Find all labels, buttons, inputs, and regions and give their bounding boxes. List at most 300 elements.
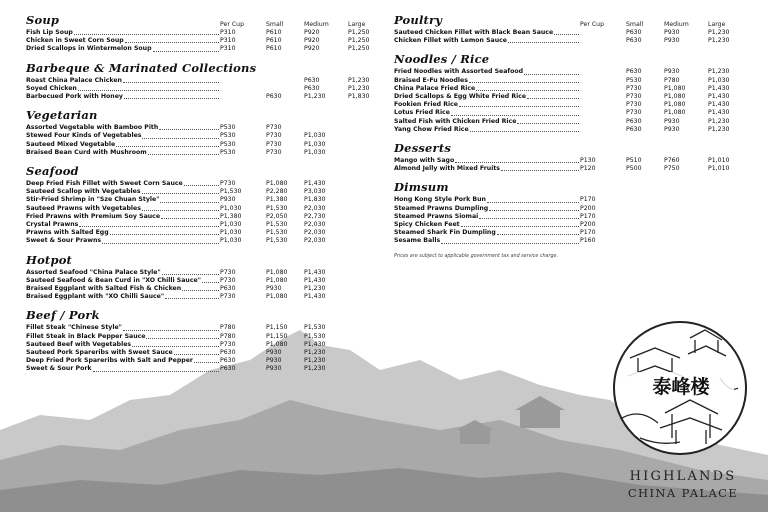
menu-item-price: P630 xyxy=(220,285,236,293)
leader-dots xyxy=(142,193,219,194)
section-header xyxy=(26,109,378,124)
menu-item-price: P170 xyxy=(580,229,596,237)
menu-item-name: Dried Scallops in Wintermelon Soup xyxy=(26,45,152,53)
menu-item-name: Sauteed Beef with Vegetables xyxy=(26,340,132,348)
menu-item-price: P1,230 xyxy=(708,37,730,45)
menu-item-price: P1,030 xyxy=(220,237,242,245)
menu-item-price: P730 xyxy=(626,93,642,101)
leader-dots xyxy=(202,282,219,283)
menu-section xyxy=(26,14,378,54)
menu-item-name-wrap xyxy=(26,180,220,188)
menu-item-price: P610 xyxy=(266,29,282,36)
section-header xyxy=(26,62,378,77)
menu-item xyxy=(26,341,378,349)
menu-item-name-wrap xyxy=(26,77,220,85)
menu-item xyxy=(26,277,378,285)
menu-item-price: P1,080 xyxy=(266,276,288,284)
menu-item xyxy=(394,205,738,213)
menu-item xyxy=(26,77,378,85)
leader-dots xyxy=(116,146,219,147)
menu-item-name: Fillet Steak in Black Pepper Sauce xyxy=(26,332,146,340)
section-title: Barbeque & Marinated Collections xyxy=(26,60,257,75)
menu-item xyxy=(26,196,378,204)
menu-item-name-wrap xyxy=(26,213,220,221)
menu-item-price: P1,230 xyxy=(348,76,370,84)
menu-item xyxy=(394,157,738,165)
menu-item-price: P780 xyxy=(664,76,680,84)
menu-item-price: P730 xyxy=(626,109,642,117)
menu-item-name: Sauteed Pork Spareribs with Sweet Sauce xyxy=(26,349,173,357)
leader-dots xyxy=(153,51,220,52)
menu-item-name-wrap xyxy=(394,221,580,229)
menu-section xyxy=(394,14,738,45)
size-header: Medium xyxy=(664,21,689,28)
menu-item-price: P1,250 xyxy=(348,37,370,45)
leader-dots xyxy=(470,131,579,132)
menu-item-name-wrap xyxy=(394,118,580,126)
menu-item xyxy=(26,180,378,188)
menu-item xyxy=(394,196,738,204)
menu-item xyxy=(394,126,738,134)
menu-item-price: P1,080 xyxy=(266,268,288,276)
leader-dots xyxy=(148,154,219,155)
menu-item-price: P930 xyxy=(664,117,680,125)
menu-item-price: P730 xyxy=(220,180,236,188)
menu-item-price: P730 xyxy=(266,140,282,148)
menu-item-price: P530 xyxy=(220,132,236,140)
menu-item-price: P310 xyxy=(220,37,236,45)
menu-item-name-wrap xyxy=(394,157,580,165)
leader-dots xyxy=(459,106,579,107)
menu-item-name: Assorted Vegetable with Bamboo Pith xyxy=(26,124,159,132)
menu-item-price: P1,380 xyxy=(220,212,242,220)
chinese-name: 泰峰楼 xyxy=(628,372,734,399)
menu-item xyxy=(394,109,738,117)
menu-item-name: China Palace Fried Rice xyxy=(394,84,476,92)
menu-item-name-wrap xyxy=(394,85,580,93)
menu-item-name-wrap xyxy=(394,165,580,173)
section-header xyxy=(26,309,378,324)
menu-item-price: P1,080 xyxy=(664,84,686,92)
menu-item-price: P530 xyxy=(220,140,236,148)
menu-item-price: P1,430 xyxy=(304,340,326,348)
menu-item-name: Sauteed Seafood & Bean Curd in "XO Chilli Sauce" xyxy=(26,276,201,284)
menu-item-price: P1,080 xyxy=(266,340,288,348)
section-title: Beef / Pork xyxy=(26,308,100,323)
menu-item-price: P1,430 xyxy=(304,276,326,284)
menu-item-name-wrap xyxy=(26,293,220,301)
menu-item-name-wrap xyxy=(26,221,220,229)
menu-item xyxy=(26,365,378,373)
menu-item-name-wrap xyxy=(394,126,580,134)
menu-section xyxy=(394,142,738,173)
section-title: Noodles / Rice xyxy=(394,52,490,67)
menu-item-price: P1,430 xyxy=(304,268,326,276)
leader-dots xyxy=(142,138,219,139)
size-header: Large xyxy=(348,21,366,28)
menu-item-name: Yang Chow Fried Rice xyxy=(394,125,469,133)
menu-item-name-wrap xyxy=(26,277,220,285)
menu-item xyxy=(26,221,378,229)
menu-item-name-wrap xyxy=(394,68,580,76)
menu-item-price: P730 xyxy=(266,132,282,140)
menu-item-price: P510 xyxy=(626,157,642,165)
menu-item-price: P120 xyxy=(580,165,596,173)
menu-item-price: P1,530 xyxy=(266,204,288,212)
menu-item-name: Almond Jelly with Mixed Fruits xyxy=(394,165,500,173)
menu-item-name-wrap xyxy=(394,37,580,45)
menu-item-price: P930 xyxy=(266,349,282,357)
leader-dots xyxy=(102,243,219,244)
menu-item-name-wrap xyxy=(394,229,580,237)
menu-item-price: P1,530 xyxy=(304,332,326,340)
menu-item-price: P930 xyxy=(664,68,680,76)
menu-item xyxy=(394,77,738,85)
menu-item xyxy=(26,237,378,245)
menu-item-price: P1,430 xyxy=(708,101,730,109)
menu-item-name: Steamed Shark Fin Dumpling xyxy=(394,229,496,237)
menu-item-price: P2,030 xyxy=(304,229,326,237)
menu-item-price: P630 xyxy=(626,29,642,36)
menu-item-price: P1,230 xyxy=(304,349,326,357)
menu-item-name: Prawns with Salted Egg xyxy=(26,229,109,237)
menu-item-name: Sauteed Scallop with Vegetables xyxy=(26,188,141,196)
menu-item-name-wrap xyxy=(26,349,220,357)
menu-item-name-wrap xyxy=(26,269,220,277)
section-header xyxy=(394,53,738,68)
menu-item-price: P730 xyxy=(220,268,236,276)
menu-item-name-wrap xyxy=(26,85,220,93)
menu-item-name: Chicken Fillet with Lemon Sauce xyxy=(394,37,507,45)
menu-section xyxy=(26,165,378,246)
menu-item-name-wrap xyxy=(26,37,220,45)
menu-item-price: P920 xyxy=(304,37,320,45)
menu-item xyxy=(26,333,378,341)
menu-item-price: P630 xyxy=(220,349,236,357)
menu-item-price: P1,530 xyxy=(220,188,242,196)
menu-item-price: P1,030 xyxy=(304,132,326,140)
menu-item-price: P730 xyxy=(220,340,236,348)
menu-item-name: Fookien Fried Rice xyxy=(394,101,459,109)
section-header xyxy=(394,142,738,157)
menu-item-price: P1,380 xyxy=(266,196,288,204)
menu-item-price: P1,230 xyxy=(708,117,730,125)
menu-section xyxy=(394,181,738,245)
menu-item-price: P200 xyxy=(580,221,596,229)
leader-dots xyxy=(497,234,579,235)
menu-item-price: P1,230 xyxy=(708,68,730,76)
menu-item-name-wrap xyxy=(26,196,220,204)
menu-item-price: P920 xyxy=(304,29,320,36)
menu-item-price: P750 xyxy=(664,165,680,173)
menu-item-name: Sweet & Sour Prawns xyxy=(26,237,102,245)
menu-item-name-wrap xyxy=(394,213,580,221)
menu-item-price: P630 xyxy=(220,357,236,365)
menu-item xyxy=(394,85,738,93)
menu-item-name: Deep Fried Fish Fillet with Sweet Corn Sauce xyxy=(26,180,183,188)
leader-dots xyxy=(125,42,219,43)
section-title: Vegetarian xyxy=(26,108,98,123)
section-header xyxy=(26,165,378,180)
leader-dots xyxy=(93,371,220,372)
menu-item-price: P2,050 xyxy=(266,212,288,220)
menu-item-price: P1,430 xyxy=(304,180,326,188)
section-title: Soup xyxy=(26,13,60,27)
leader-dots xyxy=(469,82,579,83)
menu-item-price: P730 xyxy=(220,276,236,284)
menu-item xyxy=(26,29,378,37)
menu-item-price: P1,430 xyxy=(708,109,730,117)
menu-item-price: P780 xyxy=(220,332,236,340)
menu-item-price: P1,010 xyxy=(708,157,730,165)
menu-item-price: P1,530 xyxy=(266,229,288,237)
menu-item-price: P1,230 xyxy=(708,29,730,36)
menu-item xyxy=(26,357,378,365)
menu-item-name-wrap xyxy=(26,93,220,101)
menu-item xyxy=(26,293,378,301)
leader-dots xyxy=(461,226,579,227)
menu-item-price: P1,030 xyxy=(220,204,242,212)
menu-item-price: P1,430 xyxy=(708,93,730,101)
menu-item-price: P1,830 xyxy=(348,93,370,101)
menu-item-name: Dried Scallops & Egg White Fried Rice xyxy=(394,93,527,101)
section-title: Desserts xyxy=(394,141,451,156)
menu-section xyxy=(26,62,378,102)
menu-item-name: Stir-Fried Shrimp in "Sze Chuan Style" xyxy=(26,196,160,204)
leader-dots xyxy=(476,90,579,91)
size-header: Medium xyxy=(304,21,329,28)
leader-dots xyxy=(162,274,219,275)
menu-item-name-wrap xyxy=(26,29,220,37)
menu-item-name-wrap xyxy=(26,341,220,349)
menu-item-price: P920 xyxy=(304,45,320,53)
menu-item xyxy=(26,349,378,357)
menu-item-price: P930 xyxy=(664,125,680,133)
menu-item xyxy=(26,269,378,277)
section-header xyxy=(26,14,378,29)
menu-item-name: Braised Bean Curd with Mushroom xyxy=(26,148,147,156)
menu-item-price: P1,230 xyxy=(304,365,326,373)
section-header xyxy=(26,254,378,269)
menu-item-name-wrap xyxy=(26,188,220,196)
menu-item-price: P500 xyxy=(626,165,642,173)
section-title: Poultry xyxy=(394,13,443,27)
menu-item-name-wrap xyxy=(26,124,220,132)
leader-dots xyxy=(527,98,579,99)
menu-item-name-wrap xyxy=(26,45,220,53)
leader-dots xyxy=(165,298,219,299)
menu-item xyxy=(394,213,738,221)
menu-item-name: Mango with Sago xyxy=(394,157,455,165)
leader-dots xyxy=(160,202,219,203)
menu-item-price: P630 xyxy=(626,117,642,125)
menu-item-price: P1,530 xyxy=(266,221,288,229)
menu-item-price: P1,230 xyxy=(304,285,326,293)
menu-item-price: P310 xyxy=(220,45,236,53)
menu-item xyxy=(26,149,378,157)
menu-item-price: P1,080 xyxy=(266,293,288,301)
menu-item-name-wrap xyxy=(394,109,580,117)
leader-dots xyxy=(110,234,219,235)
logo-line-highlands: HIGHLANDS xyxy=(629,469,737,484)
menu-item-price: P930 xyxy=(664,29,680,36)
section-header xyxy=(394,14,738,29)
menu-section xyxy=(26,254,378,302)
menu-item-name: Lotus Fried Rice xyxy=(394,109,450,117)
menu-item-price: P930 xyxy=(266,357,282,365)
menu-item-name: Stewed Four Kinds of Vegetables xyxy=(26,132,142,140)
menu-item-price: P2,030 xyxy=(304,237,326,245)
leader-dots xyxy=(441,243,579,244)
menu-item-name-wrap xyxy=(26,357,220,365)
menu-item xyxy=(26,93,378,101)
menu-section xyxy=(26,109,378,157)
menu-item-price: P610 xyxy=(266,37,282,45)
menu-item xyxy=(26,213,378,221)
menu-item-price: P1,530 xyxy=(304,324,326,332)
menu-item-name: Steamed Prawns Dumpling xyxy=(394,204,489,212)
menu-item-price: P730 xyxy=(266,148,282,156)
leader-dots xyxy=(184,185,219,186)
menu-item-price: P630 xyxy=(304,76,320,84)
menu-item-name: Sesame Balls xyxy=(394,237,441,245)
menu-item-price: P2,030 xyxy=(304,204,326,212)
menu-item xyxy=(394,101,738,109)
leader-dots xyxy=(479,218,579,219)
menu-item-name: Fillet Steak "Chinese Style" xyxy=(26,324,122,332)
menu-item-price: P780 xyxy=(220,324,236,332)
section-title: Hotpot xyxy=(26,252,73,267)
menu-item-name: Chicken in Sweet Corn Soup xyxy=(26,37,124,45)
menu-item-price: P730 xyxy=(626,84,642,92)
menu-item-price: P310 xyxy=(220,29,236,36)
menu-item-price: P1,250 xyxy=(348,29,370,36)
menu-item-price: P1,430 xyxy=(304,293,326,301)
leader-dots xyxy=(78,90,219,91)
menu-item xyxy=(394,68,738,76)
leader-dots xyxy=(123,82,219,83)
menu-item-name: Sweet & Sour Pork xyxy=(26,365,92,373)
menu-item xyxy=(26,229,378,237)
menu-item-price: P1,080 xyxy=(664,101,686,109)
menu-item-price: P630 xyxy=(266,93,282,101)
logo-line-china-palace: CHINA PALACE xyxy=(627,486,739,500)
menu-item xyxy=(26,132,378,140)
menu-item xyxy=(26,285,378,293)
menu-item-name-wrap xyxy=(394,29,580,37)
menu-item xyxy=(394,29,738,37)
menu-item-price: P730 xyxy=(266,124,282,132)
menu-item-price: P1,150 xyxy=(266,332,288,340)
leader-dots xyxy=(487,202,579,203)
menu-item-price: P1,030 xyxy=(304,148,326,156)
menu-item-price: P1,080 xyxy=(664,109,686,117)
menu-item-name-wrap xyxy=(26,285,220,293)
menu-item-price: P1,230 xyxy=(304,357,326,365)
menu-item-price: P630 xyxy=(220,365,236,373)
menu-section xyxy=(394,53,738,134)
menu-item-name: Hong Kong Style Pork Bun xyxy=(394,196,486,204)
leader-dots xyxy=(146,338,219,339)
menu-item xyxy=(26,324,378,332)
menu-item-name: Crystal Prawns xyxy=(26,221,79,229)
menu-item-price: P610 xyxy=(266,45,282,53)
menu-item-name-wrap xyxy=(26,132,220,140)
menu-item-price: P1,030 xyxy=(220,221,242,229)
menu-item-price: P1,080 xyxy=(664,93,686,101)
menu-item xyxy=(26,141,378,149)
menu-item-name-wrap xyxy=(394,77,580,85)
menu-item-price: P530 xyxy=(220,124,236,132)
menu-item-name: Deep Fried Pork Spareribs with Salt and Pepper xyxy=(26,357,193,365)
leader-dots xyxy=(159,129,219,130)
menu-item-name-wrap xyxy=(394,196,580,204)
menu-item xyxy=(394,221,738,229)
menu-item-price: P930 xyxy=(664,37,680,45)
leader-dots xyxy=(489,210,579,211)
left-column xyxy=(26,14,378,382)
menu-item-price: P530 xyxy=(220,148,236,156)
menu-item xyxy=(26,124,378,132)
menu-item-name-wrap xyxy=(26,205,220,213)
leader-dots xyxy=(174,354,219,355)
menu-item-name: Braised Eggplant with "XO Chilli Sauce" xyxy=(26,293,165,301)
menu-item-name: Barbecued Pork with Honey xyxy=(26,93,123,101)
menu-item-name: Braised Eggplant with Salted Fish & Chicken xyxy=(26,285,182,293)
menu-item-name-wrap xyxy=(26,365,220,373)
menu-section xyxy=(26,309,378,373)
size-header: Per Cup xyxy=(220,21,244,28)
menu-item xyxy=(394,37,738,45)
menu-item-price: P1,230 xyxy=(708,125,730,133)
leader-dots xyxy=(74,34,219,35)
menu-item-price: P1,230 xyxy=(304,93,326,101)
menu-item-name-wrap xyxy=(26,237,220,245)
menu-item-name: Sauteed Chicken Fillet with Black Bean Sauce xyxy=(394,29,554,36)
menu-item-name-wrap xyxy=(26,141,220,149)
menu-item-price: P630 xyxy=(304,84,320,92)
menu-item-name: Roast China Palace Chicken xyxy=(26,76,122,84)
menu-item-name-wrap xyxy=(394,237,580,245)
menu-item-price: P1,030 xyxy=(708,76,730,84)
menu-item-name-wrap xyxy=(26,229,220,237)
leader-dots xyxy=(182,290,219,291)
leader-dots xyxy=(123,330,219,331)
leader-dots xyxy=(132,346,219,347)
menu-item xyxy=(26,188,378,196)
menu-item-price: P930 xyxy=(220,196,236,204)
menu-item-price: P170 xyxy=(580,196,596,204)
menu-item-price: P1,030 xyxy=(220,229,242,237)
menu-item-price: P1,250 xyxy=(348,45,370,53)
leader-dots xyxy=(501,170,579,171)
menu-item-price: P630 xyxy=(626,125,642,133)
leader-dots xyxy=(142,210,219,211)
size-header: Small xyxy=(626,21,644,28)
menu-item xyxy=(26,85,378,93)
menu-item-name-wrap xyxy=(26,149,220,157)
leader-dots xyxy=(79,226,219,227)
menu-item xyxy=(394,165,738,173)
size-header: Small xyxy=(266,21,284,28)
price-note: Prices are subject to applicable government tax and service charge. xyxy=(394,253,558,259)
menu-item-price: P3,030 xyxy=(304,188,326,196)
menu-item-name-wrap xyxy=(26,324,220,332)
menu-item xyxy=(394,237,738,245)
menu-item-price: P2,280 xyxy=(266,188,288,196)
menu-item-price: P630 xyxy=(626,68,642,76)
menu-item xyxy=(394,93,738,101)
